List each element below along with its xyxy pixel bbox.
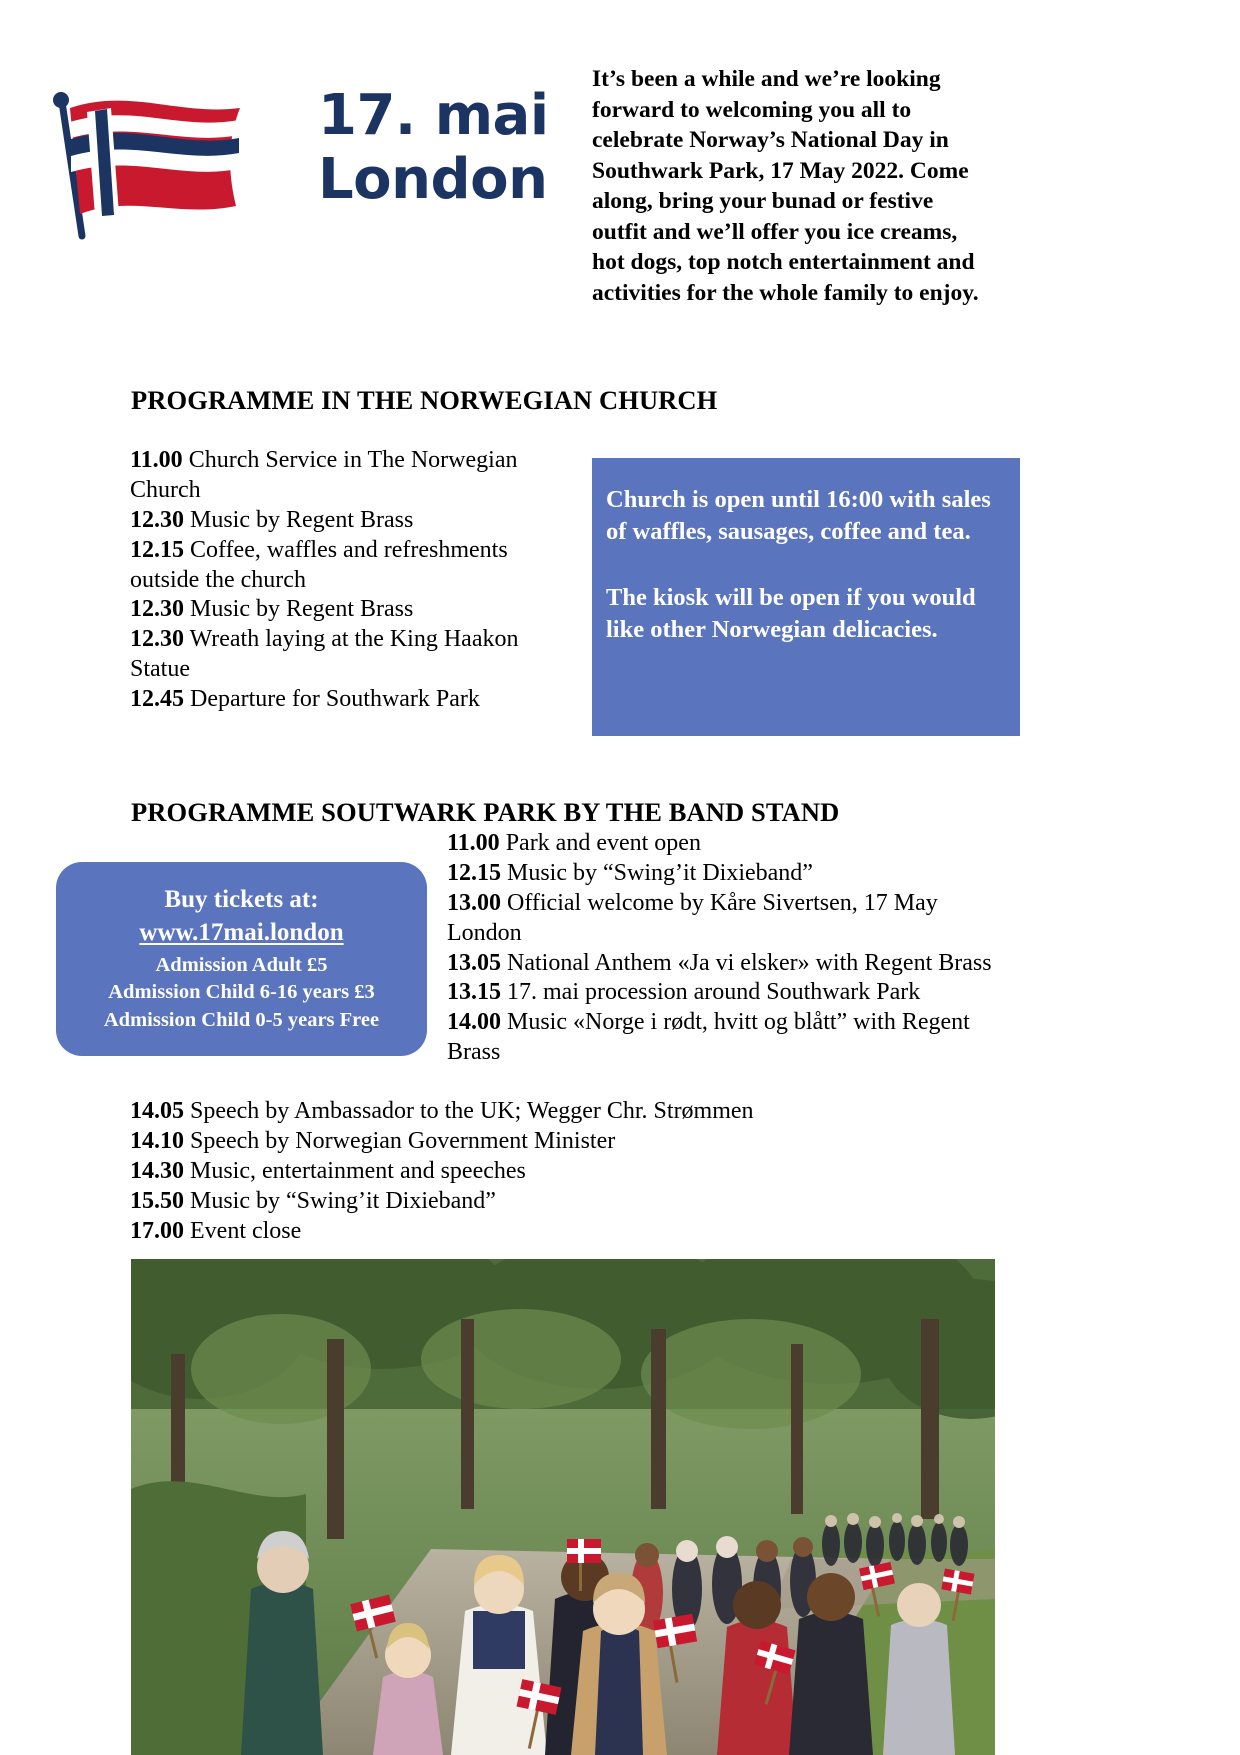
list-item	[447, 978, 997, 1008]
list-item	[447, 1008, 997, 1068]
item-text: Official welcome by Kåre Sivertsen, 17 May London	[447, 889, 938, 946]
item-time: 12.30	[130, 506, 184, 533]
info-box-paragraph-1: Church is open until 16:00 with sales of waffles, sausages, coffee and tea.	[606, 486, 991, 545]
park-programme-heading: PROGRAMME SOUTWARK PARK BY THE BAND STAND	[131, 797, 840, 827]
item-text: Coffee, waffles and refreshments outside the church	[130, 536, 508, 593]
item-time: 14.05	[130, 1098, 184, 1124]
item-time: 13.05	[447, 949, 501, 976]
church-programme-list	[130, 446, 575, 715]
park-programme-list-full	[130, 1097, 1000, 1246]
list-item	[447, 829, 997, 859]
intro-paragraph: It’s been a while and we’re looking forward to welcoming you all to celebrate Norway’s National Day in Southwark Park, 17 May 2022. Come along, bring your bunad or festive outfit and we’ll offer you ice creams, hot dogs, top notch entertainment and activities for the whole family to enjoy.	[592, 66, 979, 306]
item-text: Speech by Ambassador to the UK; Wegger Chr. Strømmen	[184, 1098, 754, 1124]
tickets-box[interactable]	[56, 862, 427, 1056]
list-item	[130, 595, 575, 625]
church-programme-heading: PROGRAMME IN THE NORWEGIAN CHURCH	[131, 385, 718, 415]
list-item	[447, 949, 997, 979]
list-item	[130, 685, 575, 715]
logo-line-1: 17. mai	[318, 83, 549, 148]
item-text: Event close	[184, 1217, 302, 1244]
item-time: 11.00	[447, 830, 500, 856]
item-time: 14.00	[447, 1009, 501, 1036]
tickets-url-link[interactable]: www.17mai.london	[139, 918, 344, 946]
item-text: Music, entertainment and speeches	[184, 1157, 526, 1184]
church-info-box	[592, 458, 1020, 736]
logo	[40, 78, 550, 268]
norwegian-flag-pennant-icon	[40, 86, 270, 246]
item-text: Speech by Norwegian Government Minister	[184, 1127, 616, 1154]
item-time: 13.00	[447, 889, 501, 916]
item-text: Park and event open	[499, 830, 701, 856]
list-item	[447, 889, 997, 949]
buy-tickets-label: Buy tickets at:	[164, 886, 319, 913]
info-box-paragraph-2: The kiosk will be open if you would like other Norwegian delicacies.	[606, 583, 976, 643]
item-text: Music «Norge i rødt, hvitt og blått” with Regent Brass	[447, 1009, 970, 1066]
item-time: 12.15	[447, 859, 501, 886]
price-line: Admission Child 6-16 years £3	[108, 981, 375, 1004]
list-item	[447, 859, 997, 889]
item-time: 13.15	[447, 979, 501, 1006]
poster-header	[0, 0, 1240, 350]
list-item	[130, 1127, 1000, 1157]
list-item	[130, 446, 575, 506]
list-item	[130, 625, 575, 685]
list-item	[130, 1217, 1000, 1247]
item-text: Departure for Southwark Park	[184, 686, 480, 712]
item-time: 12.30	[130, 626, 184, 653]
item-time: 15.50	[130, 1187, 184, 1214]
item-text: Music by Regent Brass	[184, 596, 414, 623]
item-text: 17. mai procession around Southwark Park	[501, 979, 921, 1006]
logo-line-2: London	[318, 146, 548, 212]
item-text: Music by “Swing’it Dixieband”	[501, 859, 813, 886]
item-text: Music by Regent Brass	[184, 506, 414, 533]
price-line: Admission Child 0-5 years Free	[103, 1008, 380, 1031]
list-item	[130, 536, 575, 596]
procession-photo	[131, 1259, 995, 1755]
list-item	[130, 1157, 1000, 1187]
admission-prices	[56, 952, 427, 1034]
list-item	[130, 1187, 1000, 1217]
item-time: 11.00	[130, 447, 183, 473]
item-time: 12.15	[130, 536, 184, 563]
item-text: Wreath laying at the King Haakon Statue	[130, 626, 519, 683]
price-line: Admission Adult £5	[155, 954, 328, 976]
list-item	[130, 1097, 1000, 1127]
item-time: 12.45	[130, 686, 184, 712]
park-programme-list-indented	[447, 829, 997, 1068]
item-time: 14.10	[130, 1127, 184, 1154]
item-text: Church Service in The Norwegian Church	[130, 447, 518, 503]
list-item	[130, 506, 575, 536]
item-time: 14.30	[130, 1157, 184, 1184]
item-time: 12.30	[130, 596, 184, 623]
item-time: 17.00	[130, 1217, 184, 1244]
item-text: Music by “Swing’it Dixieband”	[184, 1187, 496, 1214]
logo-wordmark	[318, 84, 558, 212]
item-text: National Anthem «Ja vi elsker» with Regent Brass	[501, 949, 992, 976]
